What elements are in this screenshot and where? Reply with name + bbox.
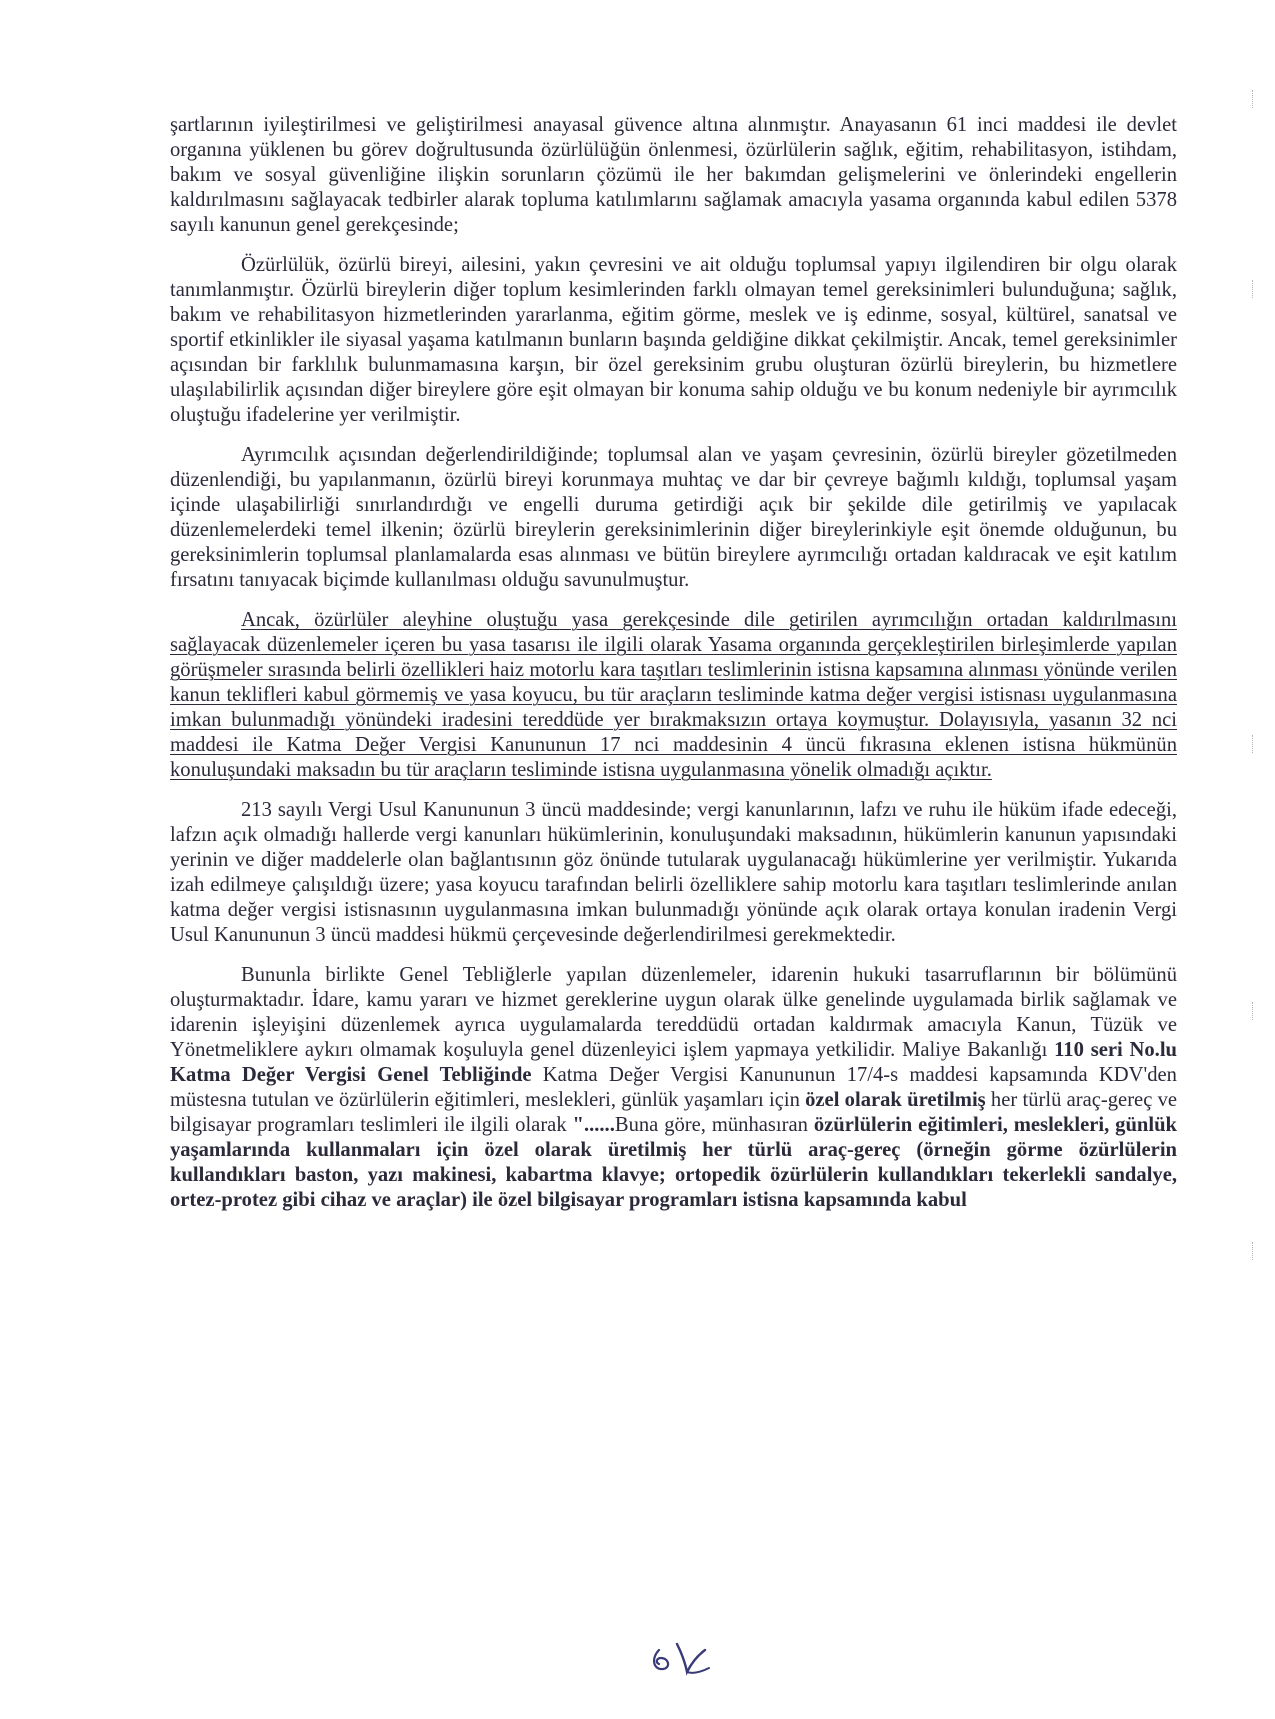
paragraph-6-bold-quote-open: "...... [572,1114,615,1136]
paragraph-6-text-2: Katma Değer Vergisi Kanununun 17/4-s maddesi kapsamında KDV'den müstesna tutulan ve özürlülerin eğitimleri, meslekleri, günlük yaşamları için [170,1064,1177,1111]
margin-scan-mark [1252,280,1259,298]
margin-scan-mark [1252,90,1259,108]
paragraph-6-bold-tebliğ: 110 seri No.lu Katma Değer Vergisi Genel Tebliğinde [170,1039,1178,1086]
paragraph-6-text-4: Buna göre, münhasıran [614,1114,814,1136]
margin-scan-mark [1252,1242,1259,1260]
paragraph-2: Özürlülük, özürlü bireyi, ailesini, yakın çevresini ve ait olduğu toplumsal yapıyı ilgilendiren bir olgu olarak tanımlanmıştır. Özürlü bireylerin diğer toplum kesimlerinden farklı olmayan temel gereksinimleri bulunduğuna; sağlık, bakım ve rehabilitasyon hizmetlerinden yararlanma, eğitim görme, meslek ve iş edinme, sosyal, kültürel, sanatsal ve sportif etkinlikler ile siyasal yaşama katılmanın bunların başında geldiğine dikkat çekilmiştir. Ancak, temel gereksinimler açısından bir farklılık bulunmamasına karşın, bir özel gereksinim grubu oluşturan özürlü bireylerin, bu hizmetlere ulaşılabilirlik açısından diğer bireylere göre eşit olmayan bir konuma sahip olduğu ve bu konum nedeniyle bir ayrımcılık oluştuğu ifadelerine yer verilmiştir. [170,254,1177,426]
paragraph-6 [170,963,1177,1213]
handwritten-page-number [647,1636,737,1681]
paragraph-4-underlined: Ancak, özürlüler aleyhine oluştuğu yasa gerekçesinde dile getirilen ayrımcılığın ortadan kaldırılmasını sağlayacak düzenlemeler içeren bu yasa tasarısı ile ilgili olarak Yasama organında gerçekleştirilen birleşimlerde yapılan görüşmeler sırasında belirli özellikleri haiz motorlu kara taşıtları teslimlerinin istisna kapsamına alınması yönünde verilen kanun teklifleri kabul görmemiş ve yasa koyucu, bu tür araçların tesliminde katma değer vergisi istisnası uygulanmasına imkan bulunmadığı yönündeki iradesini tereddüde yer bırakmaksızın ortaya koymuştur. Dolayısıyla, yasanın 32 nci maddesi ile Katma Değer Vergisi Kanununun 17 nci maddesinin 4 üncü fıkrasına eklenen istisna hükmünün konuluşundaki maksadın bu tür araçların tesliminde istisna uygulanmasına yönelik olmadığı açıktır. [170,609,1177,781]
document-body [170,113,1177,1228]
paragraph-1: şartlarının iyileştirilmesi ve geliştirilmesi anayasal güvence altına alınmıştır. Anayasanın 61 inci maddesi ile devlet organına yüklenen bu görev doğrultusunda özürlülüğün önlenmesi, özürlülerin sağlık, eğitim, rehabilitasyon, istihdam, bakım ve sosyal güvenliğine ilişkin sorunların çözümü ile her bakımdan gelişmelerini ve önlerindeki engellerin kaldırılmasını sağlayacak tedbirler alarak topluma katılımlarını sağlamak amacıyla yasama organında kabul edilen 5378 sayılı kanunun genel gerekçesinde; [170,114,1177,236]
paragraph-3: Ayrımcılık açısından değerlendirildiğinde; toplumsal alan ve yaşam çevresinin, özürlü bireyler gözetilmeden düzenlendiği, bu yapılanmanın, özürlü bireyi korunmaya muhtaç ve dar bir çevreye bağımlı kıldığı, toplumsal yaşam içinde ulaşabilirliği sınırlandırdığı ve engelli duruma getirdiği açık bir şekilde dile getirilmiş ve yapılacak düzenlemelerdeki temel ilkenin; özürlü bireylerin gereksinimlerinin diğer bireylerinkiyle eşit önemde olduğunun, bu gereksinimlerin toplumsal planlamalarda esas alınması ve bütün bireylere ayrımcılığı ortadan kaldıracak ve eşit katılım fırsatını tanıyacak biçimde kullanılması olduğu savunulmuştur. [170,444,1177,591]
margin-scan-mark [1252,735,1259,753]
paragraph-6-text-3: her türlü araç-gereç ve bilgisayar programları teslimleri ile ilgili olarak [170,1089,1178,1136]
paragraph-6-text-1: Bununla birlikte Genel Tebliğlerle yapılan düzenlemeler, idarenin hukuki tasarruflarının bir bölümünü oluşturmaktadır. İdare, kamu yararı ve hizmet gereklerine uygun olarak ülke genelinde uygulamada birlik sağlamak ve idarenin işleyişini düzenlemek ayrıca uygulamalarda tereddüdü ortadan kaldırmak amacıyla Kanun, Tüzük ve Yönetmeliklere aykırı olmamak koşuluyla genel düzenleyici işlem yapmaya yetkilidir. Maliye Bakanlığı [170,964,1177,1061]
paragraph-5: 213 sayılı Vergi Usul Kanununun 3 üncü maddesinde; vergi kanunlarının, lafzı ve ruhu ile hüküm ifade edeceği, lafzın açık olmadığı hallerde vergi kanunları hükümlerinin, konuluşundaki maksadının, hükümlerin kanunun yapısındaki yerinin ve diğer maddelerle olan bağlantısının göz önünde tutularak uygulanacağı hükümlerine yer verilmiştir. Yukarıda izah edilmeye çalışıldığı üzere; yasa koyucu tarafından belirli özelliklere sahip motorlu kara taşıtları teslimlerinde anılan katma değer vergisi istisnasının uygulanmasına imkan bulunmadığı yönünde açık olarak ortaya konulan iradenin Vergi Usul Kanununun 3 üncü maddesi hükmü çerçevesinde değerlendirilmesi gerekmektedir. [170,799,1177,946]
paragraph-6-bold-ozel-uretilmis: özel olarak üretilmiş [805,1089,986,1111]
paragraph-6-bold-quote: özürlülerin eğitimleri, meslekleri, günlük yaşamlarında kullanmaları için özel olarak üretilmiş her türlü araç-gereç (örneğin görme özürlülerin kullandıkları baston, yazı makinesi, kabartma klavye; ortopedik özürlülerin kullandıkları tekerlekli sandalye, ortez-protez gibi cihaz ve araçlar) ile özel bilgisayar programları istisna kapsamında kabul [170,1114,1177,1211]
margin-scan-mark [1252,1002,1259,1020]
